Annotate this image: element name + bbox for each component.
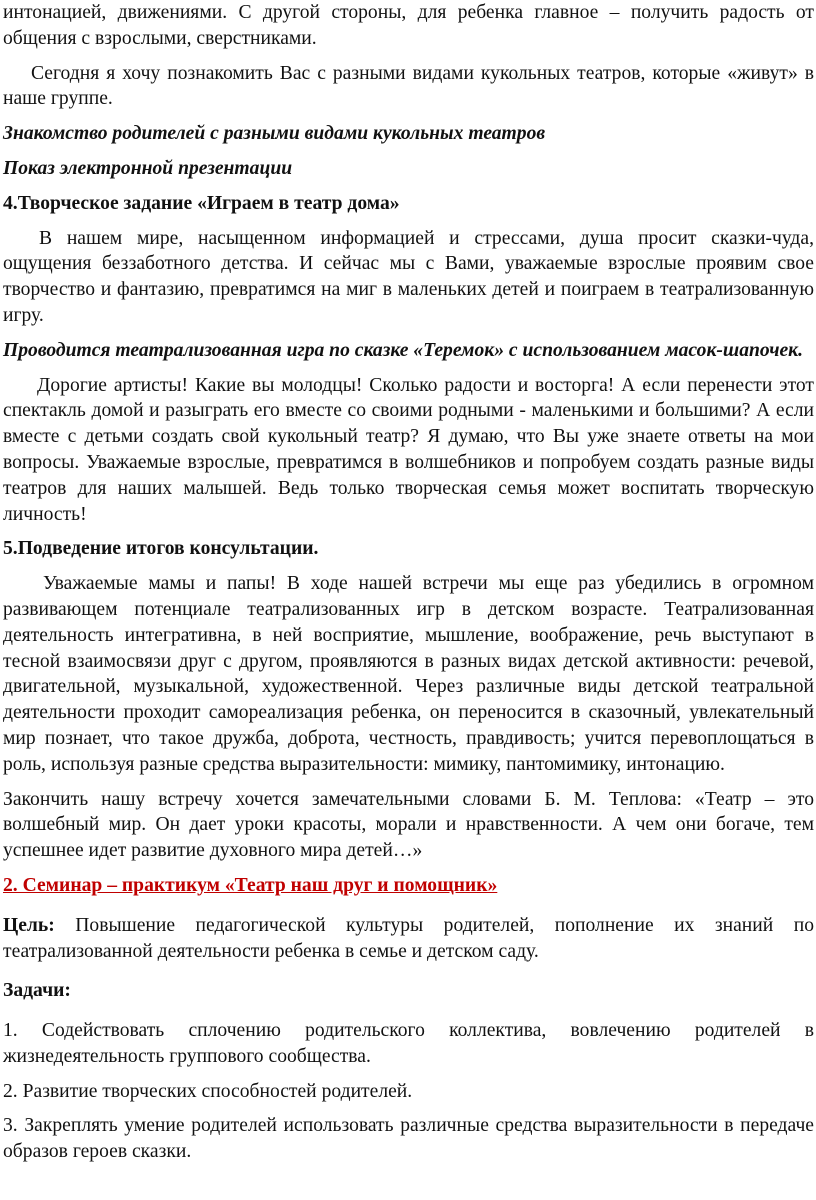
paragraph-puppet-theatres: Сегодня я хочу познакомить Вас с разными видами кукольных театров, которые «живут» в наше группе.	[3, 62, 814, 110]
paragraph-teplov-quote: Закончить нашу встречу хочется замечательными словами Б. М. Теплова: «Театр – это волшебный мир. Он дает уроки красоты, морали и нравственности. А чем они богаче, тем успешнее идет развитие духовного мира детей…»	[3, 788, 814, 862]
goal-label: Цель:	[3, 914, 55, 936]
paragraph-fairy-tale: В нашем мире, насыщенном информацией и стрессами, душа просит сказки-чуда, ощущения беззаботного детства. И сейчас мы с Вами, уважаемые взрослые проявим свое творчество и фантазию, превратимся на миг в маленьких детей и поиграем в театрализованную игру.	[3, 227, 814, 326]
heading-presentation: Показ электронной презентации	[3, 157, 293, 179]
paragraph-artists: Дорогие артисты! Какие вы молодцы! Сколько радости и восторга! А если перенести этот спектакль домой и разыграть его вместе со своими родными - маленькими и большими? А если вместе с детьми создать свой кукольный театр? Я думаю, что Вы уже знаете ответы на мои вопросы. Уважаемые взрослые, превратимся в волшебников и попробуем создать разные виды театров для наших малышей. Ведь только творческая семья может воспитать творческую личность!	[3, 374, 814, 525]
goal-text: Повышение педагогической культуры родителей, пополнение их знаний по театрализованной деятельности ребенка в семье и детском саду.	[3, 914, 814, 962]
task-item-1: 1. Содействовать сплочению родительского коллектива, вовлечению родителей в жизнедеятельность группового сообщества.	[3, 1020, 814, 1067]
heading-seminar: 2. Семинар – практикум «Театр наш друг и помощник»	[3, 874, 498, 896]
task-item-2: 2. Развитие творческих способностей родителей.	[3, 1080, 413, 1102]
task-item-3: 3. Закреплять умение родителей использовать различные средства выразительности в передаче образов героев сказки.	[3, 1115, 814, 1163]
paragraph-goal	[3, 913, 814, 965]
paragraph-parents: Уважаемые мамы и папы! В ходе нашей встречи мы еще раз убедились в огромном развивающем потенциале театрализованных игр в детском возрасте. Театрализованная деятельность интегративна, в ней восприятие, мышление, воображение, речь выступают в тесной взаимосвязи друг с другом, проявляются в разных видах детской активности: речевой, двигательной, музыкальной, художественной. Через различные виды детской театральной деятельности проходит самореализация ребенка, он переносится в сказочный, увлекательный мир познает, что такое дружба, доброта, честность, правдивость; учится перевоплощаться в роль, используя разные средства выразительности: мимику, пантомимику, интонацию.	[3, 573, 814, 775]
heading-puppet-types: Знакомство родителей с разными видами кукольных театров	[3, 123, 546, 145]
heading-creative-task: 4.Творческое задание «Играем в театр дома»	[3, 192, 400, 214]
heading-tasks: Задачи:	[3, 980, 71, 1002]
heading-theatre-game: Проводится театрализованная игра по сказке «Теремок» с использованием масок-шапочек.	[3, 339, 804, 361]
paragraph-intro: интонацией, движениями. С другой стороны, для ребенка главное – получить радость от общения с взрослыми, сверстниками.	[3, 2, 814, 49]
heading-summary: 5.Подведение итогов консультации.	[3, 538, 319, 560]
